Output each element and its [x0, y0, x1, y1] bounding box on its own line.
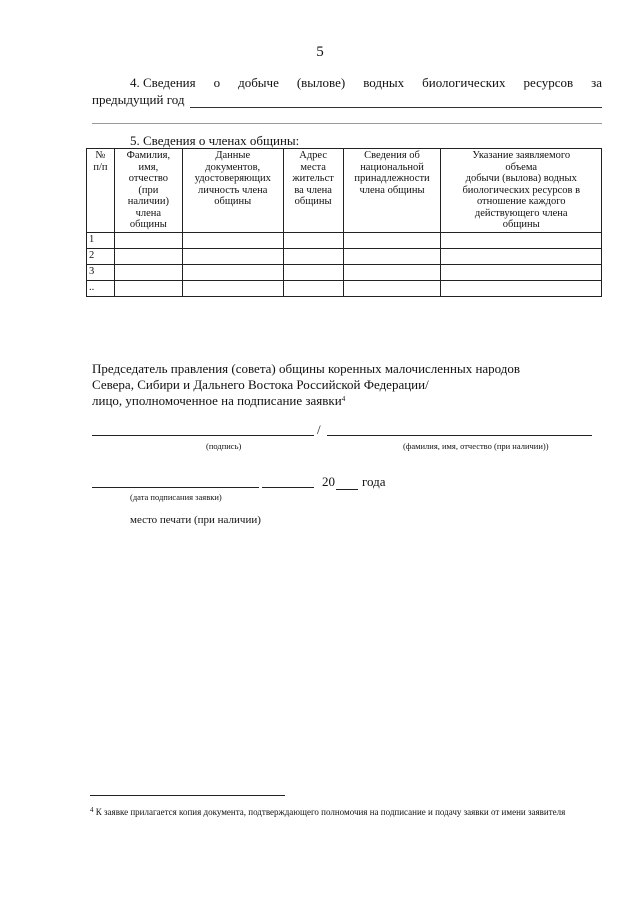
- column-header-line: Сведения об: [364, 150, 420, 161]
- table-cell[interactable]: [182, 248, 283, 264]
- column-header-line: общины: [502, 219, 540, 230]
- table-row: [87, 280, 602, 296]
- signatory-title-line: [92, 393, 520, 409]
- column-header-line: (при: [138, 184, 159, 196]
- page-number: 5: [316, 44, 324, 60]
- section5-title: 5. Сведения о членах общины:: [130, 133, 300, 148]
- column-header-line: личность члена: [198, 184, 268, 196]
- year-line[interactable]: [336, 477, 358, 490]
- table-cell[interactable]: [343, 280, 441, 296]
- column-header-line: жительст: [292, 173, 334, 184]
- date-year: [322, 474, 386, 490]
- footnote-text: К заявке прилагается копия документа, подтверждающего полномочия на подписание и подачу заявки от имени заявителя: [95, 807, 566, 817]
- column-header-line: общины: [294, 196, 332, 207]
- date-caption: (дата подписания заявки): [130, 492, 222, 502]
- signature-line[interactable]: [92, 423, 314, 436]
- column-header-line: национальной: [360, 161, 424, 173]
- column-header-line: отношение каждого: [476, 196, 566, 207]
- col-number-header: [87, 149, 115, 233]
- column-header-line: удостоверяющих: [194, 173, 271, 184]
- year-suffix: года: [362, 474, 386, 489]
- table-cell[interactable]: [114, 232, 182, 248]
- table-cell[interactable]: [283, 280, 343, 296]
- table-cell[interactable]: [283, 264, 343, 280]
- table-cell[interactable]: [441, 232, 602, 248]
- row-number: 3: [87, 264, 115, 280]
- column-header-line: добычи (вылова) водных: [465, 173, 577, 184]
- table-cell[interactable]: [441, 264, 602, 280]
- column-header-line: Данные: [215, 150, 251, 161]
- table-header-row: [87, 149, 602, 233]
- section4-line2: [92, 91, 602, 108]
- column-header-line: места: [300, 161, 326, 173]
- col-catch-volume-header: [441, 149, 602, 233]
- date-month-line[interactable]: [262, 475, 314, 488]
- table-cell[interactable]: [182, 232, 283, 248]
- table-row: [87, 264, 602, 280]
- table-cell[interactable]: [343, 248, 441, 264]
- table-cell[interactable]: [114, 248, 182, 264]
- column-header-line: действующего члена: [474, 207, 568, 219]
- members-table: [86, 148, 602, 297]
- signatory-title-line: Председатель правления (совета) общины коренных малочисленных народов: [92, 361, 521, 376]
- section4-word: (вылове): [296, 75, 346, 90]
- column-header-line: ва члена: [294, 184, 332, 196]
- signatory-title: [92, 361, 520, 409]
- section4-word: за: [591, 75, 602, 90]
- column-header-line: п/п: [93, 161, 108, 173]
- section4-word: водных: [363, 75, 405, 90]
- column-header-line: Адрес: [299, 150, 327, 161]
- column-header-line: биологических ресурсов в: [462, 184, 581, 196]
- column-header-line: наличии): [127, 196, 169, 207]
- table-row: [87, 232, 602, 248]
- footnote-separator: [90, 795, 285, 796]
- column-header-line: объема: [505, 161, 538, 173]
- footnote-number: 4: [90, 806, 94, 814]
- name-caption: (фамилия, имя, отчество (при наличии)): [403, 441, 549, 451]
- column-header-line: члена общины: [359, 184, 425, 196]
- table-cell[interactable]: [283, 248, 343, 264]
- table-cell[interactable]: [114, 280, 182, 296]
- footnote: [90, 806, 602, 819]
- column-header-line: документов,: [205, 161, 261, 173]
- col-fullname-header: [114, 149, 182, 233]
- section4-fill-line[interactable]: [190, 94, 602, 108]
- signature-caption: (подпись): [206, 441, 242, 451]
- row-number: ..: [87, 280, 115, 296]
- table-cell[interactable]: [283, 232, 343, 248]
- footnote-ref: 4: [341, 395, 346, 403]
- name-line[interactable]: [327, 423, 592, 436]
- signatory-title-text: лицо, уполномоченное на подписание заявки: [92, 393, 342, 408]
- section4-word: добыче: [238, 75, 279, 90]
- section-separator: [92, 123, 602, 124]
- stamp-place: место печати (при наличии): [130, 514, 261, 526]
- table-cell[interactable]: [441, 248, 602, 264]
- section4-line1: [92, 74, 602, 91]
- table-cell[interactable]: [343, 232, 441, 248]
- row-number: 2: [87, 248, 115, 264]
- column-header-line: Фамилия,: [126, 150, 171, 161]
- date-day-month-line[interactable]: [92, 475, 259, 488]
- section4-word: биологических: [422, 75, 506, 90]
- section4-word: о: [213, 75, 221, 90]
- section4-word: ресурсов: [523, 75, 574, 90]
- row-number: 1: [87, 232, 115, 248]
- section4-prev-year-label: предыдущий год: [92, 92, 185, 107]
- column-header-line: отчество: [128, 173, 168, 184]
- table-row: [87, 248, 602, 264]
- table-cell[interactable]: [114, 264, 182, 280]
- section4-word: 4. Сведения: [130, 75, 196, 90]
- year-prefix: 20: [322, 474, 335, 489]
- table-cell[interactable]: [182, 264, 283, 280]
- column-header-line: Указание заявляемого: [472, 150, 571, 161]
- col-nationality-header: [343, 149, 441, 233]
- col-address-header: [283, 149, 343, 233]
- column-header-line: члена: [135, 207, 162, 219]
- table-cell[interactable]: [182, 280, 283, 296]
- table-cell[interactable]: [343, 264, 441, 280]
- column-header-line: принадлежности: [354, 173, 430, 184]
- column-header-line: общины: [129, 219, 167, 230]
- signature-slash: /: [317, 422, 321, 437]
- col-documents-header: [182, 149, 283, 233]
- table-cell[interactable]: [441, 280, 602, 296]
- column-header-line: имя,: [138, 161, 159, 173]
- signatory-title-line: Севера, Сибири и Дальнего Востока Российской Федерации/: [92, 377, 429, 392]
- column-header-line: №: [95, 150, 106, 161]
- column-header-line: общины: [214, 196, 252, 207]
